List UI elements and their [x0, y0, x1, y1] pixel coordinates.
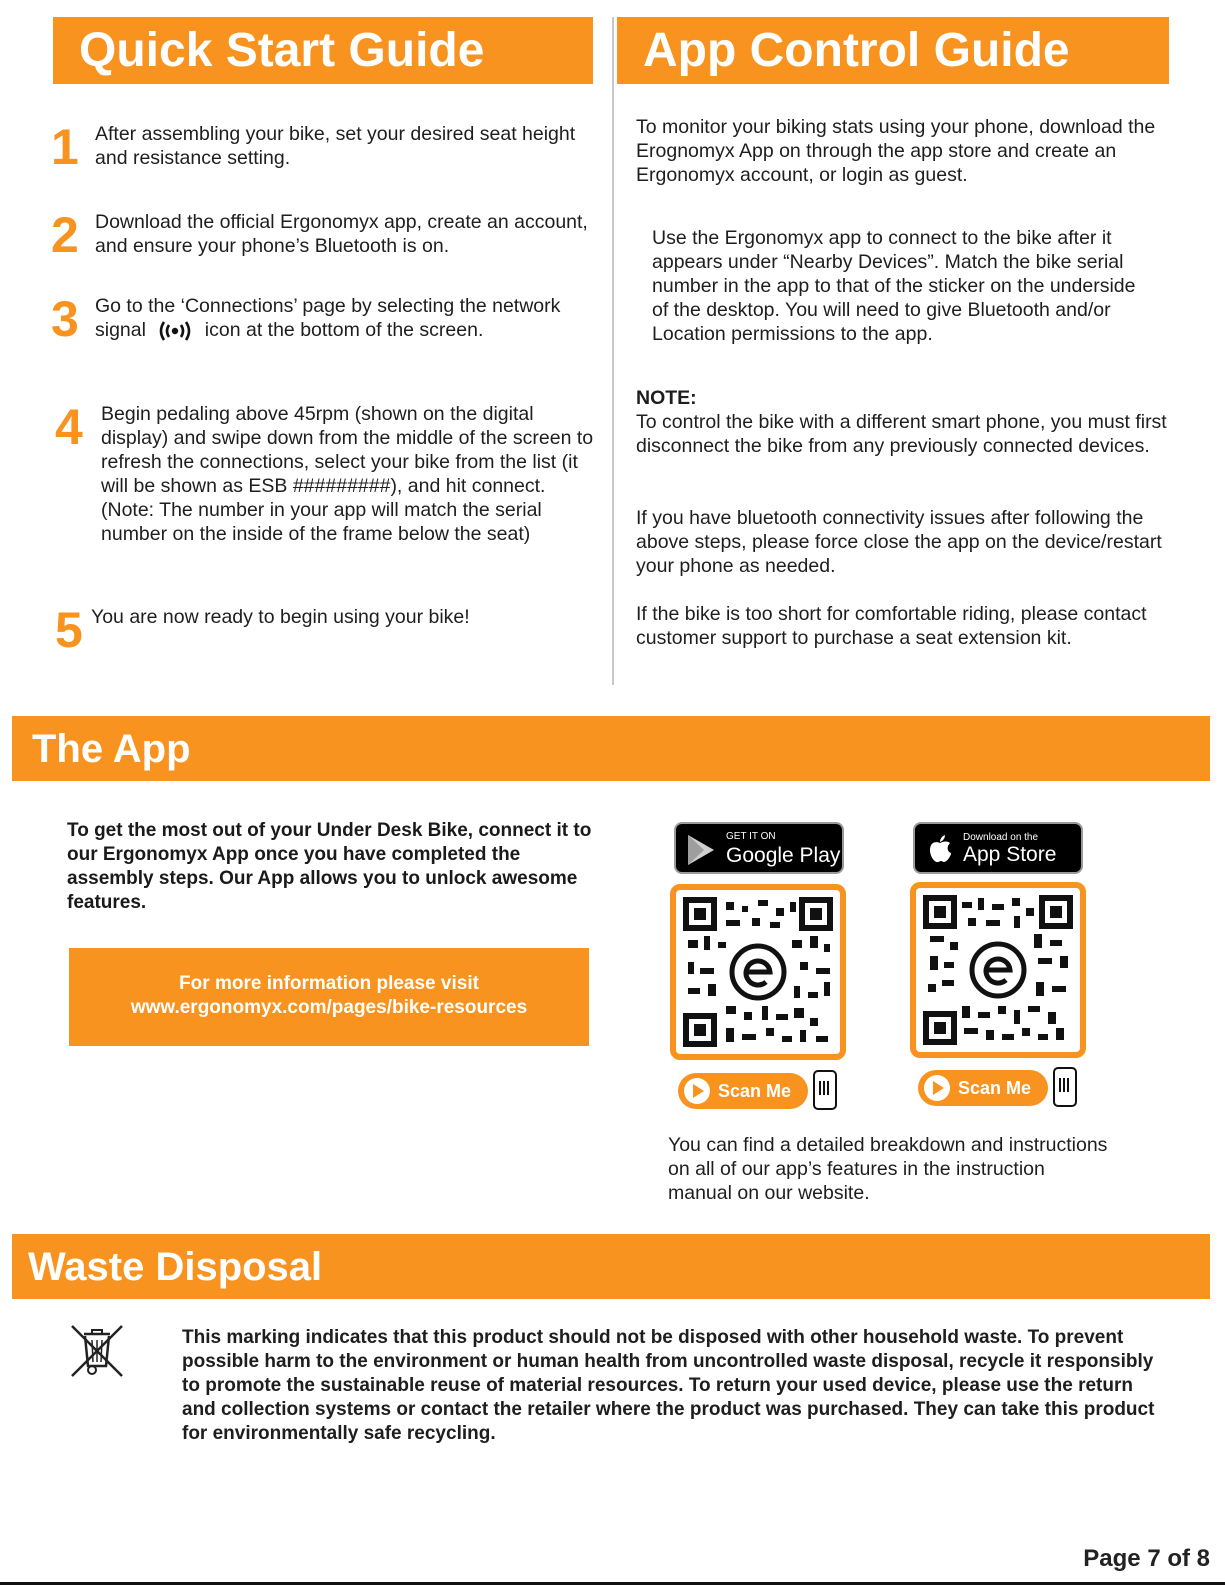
- bluetooth-issues-text: If you have bluetooth connectivity issues after following the above steps, please force close the app on the device/restart your phone as needed.: [636, 507, 1162, 577]
- step-3-text-before: Go to the ‘Connections’ page by selecting the network signal: [95, 295, 561, 341]
- manual-note: You can find a detailed breakdown and instructions on all of our app’s features in the instruction manual on our website.: [668, 1134, 1108, 1204]
- phone-qr-icon: [813, 1070, 837, 1110]
- waste-disposal-banner: [12, 1234, 1210, 1299]
- scan-me-google-label: Scan Me: [718, 1081, 792, 1101]
- page-number: Page 7 of 8: [1083, 1545, 1210, 1572]
- phone-qr-icon: [1053, 1067, 1077, 1107]
- google-play-icon: [686, 834, 716, 866]
- google-play-badge[interactable]: [674, 822, 844, 874]
- step-2-number: 2: [51, 207, 79, 263]
- more-info-box[interactable]: [69, 948, 589, 1046]
- google-play-qr-code[interactable]: [670, 884, 846, 1060]
- step-4-number: 4: [55, 399, 83, 455]
- app-control-connect: Use the Ergonomyx app to connect to the bike after it appears under “Nearby Devices”. Match the bike serial number in the app to that of the sticker on the underside of the desktop. You will need to give Bluetooth and/or Location permissions to the app.: [652, 227, 1136, 345]
- app-store-big-text: App Store: [963, 843, 1057, 866]
- step-5-text: You are now ready to begin using your bike!: [91, 606, 470, 628]
- step-3-number: 3: [51, 291, 79, 347]
- app-store-badge[interactable]: [913, 822, 1083, 874]
- column-divider: [612, 17, 614, 685]
- step-1-text: After assembling your bike, set your desired seat height and resistance setting.: [95, 123, 576, 169]
- the-app-banner: [12, 716, 1210, 781]
- app-control-intro: To monitor your biking stats using your phone, download the Erognomyx App on through the app store and create an Ergonomyx account, or login as guest.: [636, 116, 1156, 186]
- short-bike-text: If the bike is too short for comfortable riding, please contact customer support to purchase a seat extension kit.: [636, 603, 1147, 649]
- scan-me-google-button[interactable]: [678, 1073, 808, 1109]
- step-1-number: 1: [51, 119, 79, 175]
- the-app-intro: To get the most out of your Under Desk Bike, connect it to our Ergonomyx App once you have completed the assembly steps. Our App allows you to unlock awesome features.: [67, 820, 592, 913]
- app-store-qr-code[interactable]: [910, 882, 1086, 1058]
- more-info-line1: For more information please visit: [179, 973, 479, 994]
- quick-start-title: Quick Start Guide: [79, 24, 485, 77]
- scan-me-apple-button[interactable]: [918, 1070, 1048, 1106]
- crossed-bin-icon: [68, 1322, 126, 1380]
- qr-code-icon: [682, 896, 834, 1048]
- step-2-text: Download the official Ergonomyx app, create an account, and ensure your phone’s Bluetooth is on.: [95, 211, 588, 257]
- step-5-number: 5: [55, 602, 83, 658]
- google-play-big-text: Google Play: [726, 844, 841, 867]
- waste-disposal-title: Waste Disposal: [28, 1245, 323, 1289]
- note-text: To control the bike with a different smart phone, you must first disconnect the bike from any previously connected devices.: [636, 411, 1167, 457]
- more-info-url[interactable]: www.ergonomyx.com/pages/bike-resources: [130, 997, 528, 1018]
- quick-start-banner: [53, 17, 593, 84]
- step-3-text-after: icon at the bottom of the screen.: [204, 319, 484, 341]
- google-play-small-text: GET IT ON: [726, 831, 776, 842]
- app-store-small-text: Download on the: [963, 832, 1039, 843]
- play-icon: [684, 1078, 710, 1104]
- note-label: NOTE:: [636, 387, 697, 409]
- step-4-text: Begin pedaling above 45rpm (shown on the digital display) and swipe down from the middle of the screen to refresh the connections, select your bike from the list (it will be shown as ESB #########), and hit connect. (Note: The number in your app will match the serial number on the inside of the frame below the seat): [101, 403, 594, 545]
- play-icon: [924, 1075, 950, 1101]
- app-control-banner: [617, 17, 1169, 84]
- step-3-text: [95, 294, 565, 342]
- waste-disposal-text: This marking indicates that this product should not be disposed with other household waste. To prevent possible harm to the environment or human health from uncontrolled waste disposal, recycle it responsibly to promote the sustainable reuse of material resources. To return your used device, please use the return and collection systems or contact the retailer where the product was purchased. They can take this product for environmentally safe recycling.: [182, 1327, 1155, 1444]
- scan-me-apple-label: Scan Me: [958, 1078, 1032, 1098]
- network-signal-icon: [157, 320, 193, 342]
- app-control-title: App Control Guide: [643, 24, 1070, 77]
- qr-code-icon: [922, 894, 1074, 1046]
- the-app-title: The App: [32, 727, 191, 771]
- apple-icon: [927, 834, 953, 864]
